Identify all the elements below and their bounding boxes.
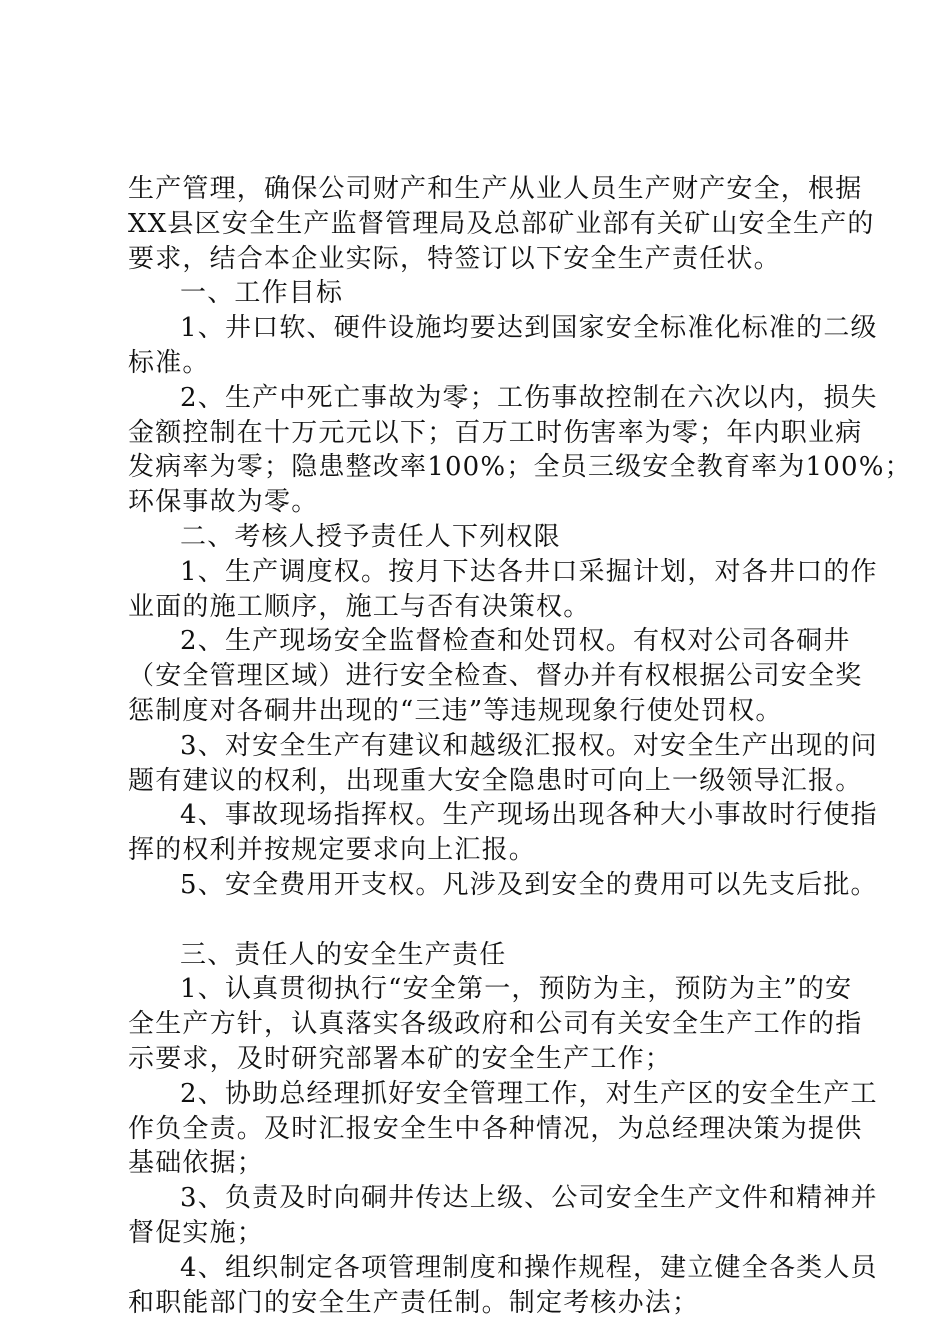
list-item: 1、认真贯彻执行“安全第一，预防为主，预防为主”的安	[180, 974, 853, 1005]
text-line: 基础依据；	[128, 1148, 265, 1179]
text-line: 要求，结合本企业实际，特签订以下安全生产责任状。	[128, 243, 781, 274]
section-heading: 三、责任人的安全生产责任	[180, 939, 507, 970]
text-line: （安全管理区域）进行安全检查、督办并有权根据公司安全奖	[128, 661, 863, 692]
list-item: 2、生产中死亡事故为零；工伤事故控制在六次以内，损失	[180, 382, 878, 413]
list-item: 2、生产现场安全监督检查和处罚权。有权对公司各硐井	[180, 626, 851, 657]
text-line: 示要求，及时研究部署本矿的安全生产工作；	[128, 1043, 673, 1074]
section-heading: 二、考核人授予责任人下列权限	[180, 521, 561, 552]
text-line: 标准。	[128, 347, 210, 378]
text-line: 业面的施工顺序，施工与否有决策权。	[128, 591, 591, 622]
list-item: 3、对安全生产有建议和越级汇报权。对安全生产出现的问	[180, 730, 878, 761]
text-line: 和职能部门的安全生产责任制。制定考核办法；	[128, 1287, 700, 1318]
blank-line	[128, 903, 828, 938]
text-line: 作负全责。及时汇报安全生中各种情况，为总经理决策为提供	[128, 1113, 863, 1144]
text-line: 惩制度对各硐井出现的“三违”等违规现象行使处罚权。	[128, 695, 783, 726]
text-line: 环保事故为零。	[128, 487, 319, 518]
list-item: 1、生产调度权。按月下达各井口采掘计划，对各井口的作	[180, 556, 878, 587]
list-item: 1、井口软、硬件设施均要达到国家安全标准化标准的二级	[180, 313, 878, 344]
list-item: 4、组织制定各项管理制度和操作规程，建立健全各类人员	[180, 1252, 878, 1283]
document-body	[128, 172, 912, 1320]
text-line: 金额控制在十万元元以下；百万工时伤害率为零；年内职业病	[128, 417, 863, 448]
text-line: 发病率为零；隐患整改率100%；全员三级安全教育率为100%；	[128, 452, 912, 483]
text-line: 生产管理，确保公司财产和生产从业人员生产财产安全，根据	[128, 174, 863, 204]
list-item: 3、负责及时向硐井传达上级、公司安全生产文件和精神并	[180, 1183, 878, 1214]
text-line: XX县区安全生产监督管理局及总部矿业部有关矿山安全生产的	[128, 208, 875, 239]
text-line: 全生产方针，认真落实各级政府和公司有关安全生产工作的指	[128, 1009, 863, 1040]
list-item: 4、事故现场指挥权。生产现场出现各种大小事故时行使指	[180, 800, 878, 831]
list-item: 2、协助总经理抓好安全管理工作，对生产区的安全生产工	[180, 1078, 878, 1109]
list-item: 5、安全费用开支权。凡涉及到安全的费用可以先支后批。	[180, 869, 878, 900]
text-line: 挥的权利并按规定要求向上汇报。	[128, 835, 537, 866]
section-heading: 一、工作目标	[180, 278, 344, 309]
text-line: 督促实施；	[128, 1217, 265, 1248]
text-line: 题有建议的权利，出现重大安全隐患时可向上一级领导汇报。	[128, 765, 863, 796]
